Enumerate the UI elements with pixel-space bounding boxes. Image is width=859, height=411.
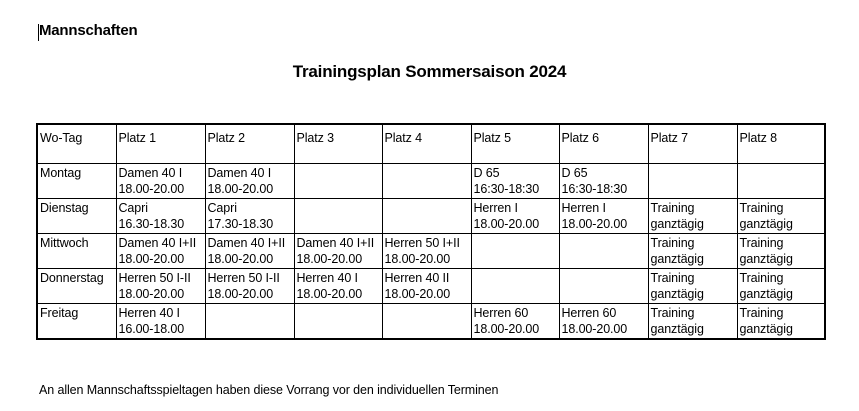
slot-cell [382, 164, 471, 199]
slot-team: Herren I [561, 201, 606, 215]
slot-time: 18.00-20.00 [473, 217, 540, 231]
slot-cell [116, 199, 205, 234]
slot-team: Training [739, 306, 784, 320]
slot-team: Herren 40 I [296, 271, 358, 285]
slot-cell [382, 199, 471, 234]
slot-cell [382, 269, 471, 304]
slot-cell [648, 234, 737, 269]
slot-cell [116, 164, 205, 199]
slot-cell [205, 199, 294, 234]
slot-cell [294, 234, 382, 269]
slot-time: 16:30-18:30 [561, 182, 628, 196]
slot-cell [648, 269, 737, 304]
slot-cell [471, 269, 559, 304]
slot-team: Damen 40 I+II [207, 236, 286, 250]
slot-cell [382, 234, 471, 269]
slot-time: 18.00-20.00 [207, 252, 274, 266]
slot-time: ganztägig [739, 217, 793, 231]
slot-time: ganztägig [739, 252, 793, 266]
slot-cell [382, 304, 471, 340]
day-cell: Mittwoch [37, 234, 116, 269]
slot-time: 16.00-18.00 [118, 322, 185, 336]
slot-team: Herren 40 II [384, 271, 450, 285]
header-cell-court-7: Platz 7 [648, 124, 737, 164]
header-cell-court-4: Platz 4 [382, 124, 471, 164]
header-cell-court-3: Platz 3 [294, 124, 382, 164]
slot-team: Damen 40 I+II [296, 236, 375, 250]
slot-cell [559, 199, 648, 234]
slot-time: 18.00-20.00 [296, 287, 363, 301]
slot-cell [737, 199, 825, 234]
slot-time: ganztägig [650, 287, 704, 301]
slot-time: ganztägig [739, 322, 793, 336]
slot-time: 18.00-20.00 [473, 322, 540, 336]
slot-team: Damen 40 I [118, 166, 183, 180]
slot-cell [205, 269, 294, 304]
slot-cell [648, 199, 737, 234]
slot-team: Damen 40 I+II [118, 236, 197, 250]
slot-cell [205, 234, 294, 269]
slot-cell [205, 164, 294, 199]
slot-time: 18.00-20.00 [384, 287, 451, 301]
slot-team: Training [650, 201, 695, 215]
slot-time: 17.30-18.30 [207, 217, 274, 231]
slot-team: Capri [118, 201, 148, 215]
slot-time: 18.00-20.00 [207, 182, 274, 196]
slot-cell [294, 304, 382, 340]
slot-team: Capri [207, 201, 237, 215]
slot-cell [471, 199, 559, 234]
slot-team: Herren 50 I-II [118, 271, 191, 285]
slot-team: Herren 40 I [118, 306, 180, 320]
slot-time: 18.00-20.00 [561, 217, 628, 231]
day-cell: Dienstag [37, 199, 116, 234]
slot-cell [294, 269, 382, 304]
slot-cell [205, 304, 294, 340]
slot-time: 18.00-20.00 [118, 252, 185, 266]
slot-time: 16:30-18:30 [473, 182, 540, 196]
slot-cell [648, 304, 737, 340]
slot-cell [737, 234, 825, 269]
slot-team: Herren I [473, 201, 518, 215]
slot-cell [116, 304, 205, 340]
slot-time: ganztägig [650, 252, 704, 266]
slot-team: Training [650, 306, 695, 320]
slot-cell [737, 304, 825, 340]
slot-team: D 65 [561, 166, 588, 180]
slot-team: Training [739, 236, 784, 250]
slot-team: Training [739, 201, 784, 215]
slot-team: Herren 50 I-II [207, 271, 280, 285]
table-row [37, 234, 825, 269]
slot-cell [294, 164, 382, 199]
slot-time: 18.00-20.00 [561, 322, 628, 336]
slot-time: ganztägig [650, 217, 704, 231]
header-row [37, 124, 825, 164]
slot-team: D 65 [473, 166, 500, 180]
slot-team: Training [739, 271, 784, 285]
slot-time: 18.00-20.00 [118, 287, 185, 301]
slot-cell [559, 234, 648, 269]
slot-team: Training [650, 236, 695, 250]
slot-team: Herren 50 I+II [384, 236, 460, 250]
header-cell-court-5: Platz 5 [471, 124, 559, 164]
footnote: An allen Mannschaftsspieltagen haben diese Vorrang vor den individuellen Terminen [39, 383, 499, 397]
slot-cell [737, 269, 825, 304]
table-row [37, 164, 825, 199]
slot-time: 16.30-18.30 [118, 217, 185, 231]
slot-team: Training [650, 271, 695, 285]
slot-cell [116, 234, 205, 269]
slot-cell [559, 304, 648, 340]
slot-cell [559, 269, 648, 304]
slot-time: ganztägig [650, 322, 704, 336]
slot-cell [471, 164, 559, 199]
header-cell-court-6: Platz 6 [559, 124, 648, 164]
slot-time: 18.00-20.00 [384, 252, 451, 266]
table-row [37, 304, 825, 340]
slot-team: Herren 60 [561, 306, 617, 320]
slot-time: 18.00-20.00 [296, 252, 363, 266]
slot-team: Herren 60 [473, 306, 529, 320]
slot-time: ganztägig [739, 287, 793, 301]
slot-cell [559, 164, 648, 199]
slot-cell [294, 199, 382, 234]
table-row [37, 269, 825, 304]
header-cell-court-2: Platz 2 [205, 124, 294, 164]
header-cell-court-1: Platz 1 [116, 124, 205, 164]
slot-time: 18.00-20.00 [207, 287, 274, 301]
day-cell: Donnerstag [37, 269, 116, 304]
training-schedule-table [36, 123, 826, 340]
header-cell-court-8: Platz 8 [737, 124, 825, 164]
slot-time: 18.00-20.00 [118, 182, 185, 196]
header-cell-weekday: Wo-Tag [37, 124, 116, 164]
slot-cell [471, 234, 559, 269]
slot-team: Damen 40 I [207, 166, 272, 180]
table-row [37, 199, 825, 234]
slot-cell [737, 164, 825, 199]
day-cell: Freitag [37, 304, 116, 340]
document-title: Trainingsplan Sommersaison 2024 [292, 62, 567, 81]
document-heading: Mannschaften [39, 22, 138, 39]
slot-cell [471, 304, 559, 340]
slot-cell [116, 269, 205, 304]
day-cell: Montag [37, 164, 116, 199]
slot-cell [648, 164, 737, 199]
